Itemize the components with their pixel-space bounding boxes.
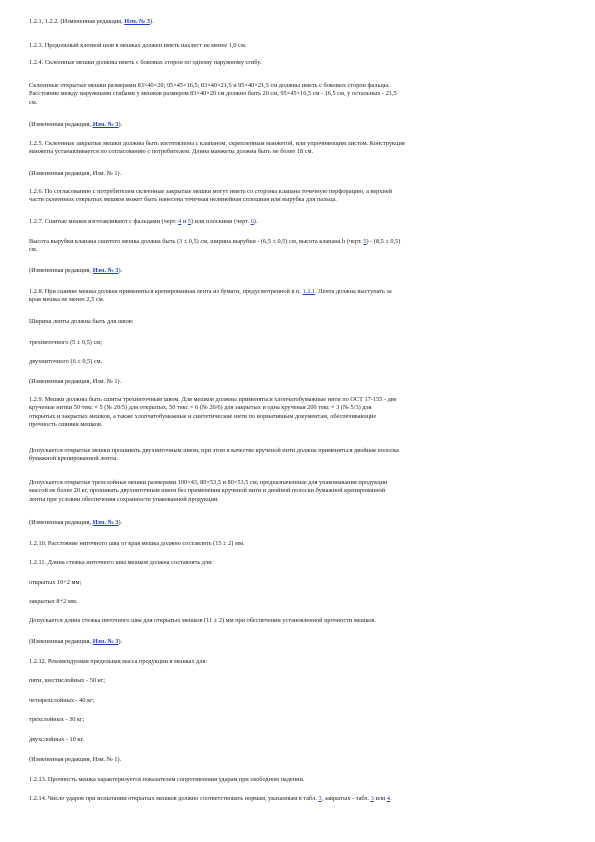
amendment-note: (Измененная редакция, Изм. № 3). [29,121,123,128]
paragraph-1-2-6: 1.2.6. По согласованию с потребителем склеенные закрытые мешки могут иметь со стороны клапана точечную перфорацию, а верхней части склеенных открытых мешков может быть нанесена точечная нелинейная сплошная или вырубка для пальца. [29,188,393,204]
figure-5-link[interactable]: 5 [363,238,367,245]
paragraph-three-thread: трехниточного (5 ± 0,5) см; [29,339,102,346]
paragraph-stitch-tolerance: Допускается длина стежка ниточного шва для открытых мешков (11 ± 2) мм при обеспечении установленной прочности мешков. [29,617,376,624]
amendment-note: (Измененная редакция, Изм. № 3). [29,638,123,645]
paragraph-1-2-7: 1.2.7. Сшитые мешки изготавливают с фальцами (черт. 4 и 5) или плоскими (черт. 6). [29,218,258,225]
amendment-note: (Измененная редакция, Изм. № 1). [29,756,122,763]
amendment-note: (Измененная редакция, Изм. № 1). [29,378,122,385]
paragraph-five-six-layer: пяти, шестислойных - 50 кг; [29,677,105,684]
table-3-link[interactable]: 3 [318,795,322,802]
paragraph-three-layer-mass: трехслойных - 30 кг; [29,716,85,723]
table-3-link[interactable]: 3 [370,795,374,802]
paragraph-two-thread: двухниточного (6 ± 0,5) см. [29,358,103,365]
paragraph-1-2-3: 1.2.3. Продольный клеевой шов в мешках должен иметь нахлест не менее 1,0 см. [29,42,247,49]
amendment-note: (Измененная редакция, Изм. № 3). [29,267,123,274]
paragraph-1-2-5: 1.2.5. Склеенные закрытые мешки должны быть изготовлены с клапаном, скрепленным манжетой, или упрочняющим листом. Конструкция манжеты устанавливается по согласованию с потребителем. Длина манжеты должна быть не более 18 см. [29,140,405,156]
amendment-note: (Измененная редакция, Изм. № 1). [29,170,122,177]
figure-6-link[interactable]: 6 [250,218,254,225]
paragraph-1-2-4: 1.2.4. Склеенные мешки должны иметь с боковых сторон по одному наружному сгибу. [29,59,262,66]
paragraph-closed-stitch: закрытых 8+2 мм. [29,598,78,605]
table-4-link[interactable]: 4 [386,795,391,802]
paragraph-three-layer: Допускается открытые трехслойные мешки размерами 100×43, 80×53,5 и 80×53,5 см, предназначенные для упаковывания продукции массой не более 20 кг, прошивать двухниточным швом без применения крученой нити и двойной полоски бумажной крепированной ленты при условии обеспечения сохранности упакованной продукции. [29,479,388,503]
paragraph-1-2-9: 1.2.9. Мешки должны быть сшиты трехниточным швом. Для мешков должны применяться хлопчатобумажные нити по ОСТ 17-155 - две крученые нитки 50 текс × 5 (№ 20/5) для открытых, 50 текс × 6 (№ 20/6) для закрытых и одна крученая 200 текс × 3 (№ 5/3) для открытых и закрытых мешков, а также хлопчатобумажные и синтетические нити по нормативным документам, обеспечивающие прочность сшивки мешков. [29,396,397,429]
paragraph-1-2-10: 1.2.10. Расстояние ниточного шва от края мешка должно составлять (15 ± 2) мм. [29,540,245,547]
paragraph-1-2-14: 1.2.14. Число ударов при испытании открытых мешков должно соответствовать нормам, указанным в табл. 3, закрытых - табл. 3 или 4. [29,795,392,802]
paragraph-1-2-1: 1.2.1, 1.2.2. (Измененная редакция, Изм. № 3). [29,18,154,25]
amendment-3-link[interactable]: Изм. № 3 [92,638,119,645]
paragraph-folds: Склеенные открытые мешки размерами 83×40×20; 95×45×16,5; 83×40×21,5 и 95×40×21,5 см должны иметь с боковых сторон фальцы. Расстояние между наружными сгибами у мешков размером 83×40×20 см должно быть 20 см, 95×45×16,5 см - 16,5 см, у остальных - 21,5 см. [29,82,397,106]
paragraph-two-thread-seam: Допускается открытые мешки прошивать двухниточным швом, при этом в качестве крученой нити должна применяться двойная полоска бумажной крепированной ленты. [29,447,399,463]
paragraph-1-2-12: 1.2.12. Рекомендуемая предельная масса продукции в мешках для: [29,658,208,665]
amendment-note: (Измененная редакция, Изм. № 3). [29,519,123,526]
figure-4-link[interactable]: 4 [178,218,182,225]
figure-5-link[interactable]: 5 [187,218,191,225]
amendment-3-link[interactable]: Изм. № 3 [92,267,119,274]
paragraph-valve-size: Высота вырубки клапана сшитого мешка должна быть (3 ± 0,5) см, ширина вырубки - (6,5 ± 0,5) см, высота клапана h (черт. 5) - (8,5 ± 0,5) см. [29,238,401,254]
paragraph-1-2-13: 1.2.13. Прочность мешка характеризуется показателем сопротивления ударам при свободном падении. [29,776,305,783]
paragraph-open-stitch: открытых 10+2 мм; [29,579,82,586]
amendment-3-link[interactable]: Изм. № 3 [124,18,151,25]
paragraph-1-2-11: 1.2.11. Длина стежка ниточного шва мешков должна составлять для: [29,559,213,566]
paragraph-four-layer: четырехслойных - 40 кг; [29,697,95,704]
amendment-3-link[interactable]: Изм. № 3 [92,121,119,128]
paragraph-two-layer-mass: двухслойных - 10 кг. [29,736,84,743]
amendment-3-link[interactable]: Изм. № 3 [92,519,119,526]
clause-1-2-1-link[interactable]: 1.2.1 [302,288,316,295]
paragraph-tape-width: Ширина ленты должна быть для швов: [29,318,134,325]
paragraph-1-2-8: 1.2.8. При сшивке мешка должна применяться крепированная лента из бумаги, предусмотренной в п. 1.2.1. Лента должна выступать за края мешка не менее 2,5 см. [29,288,392,304]
